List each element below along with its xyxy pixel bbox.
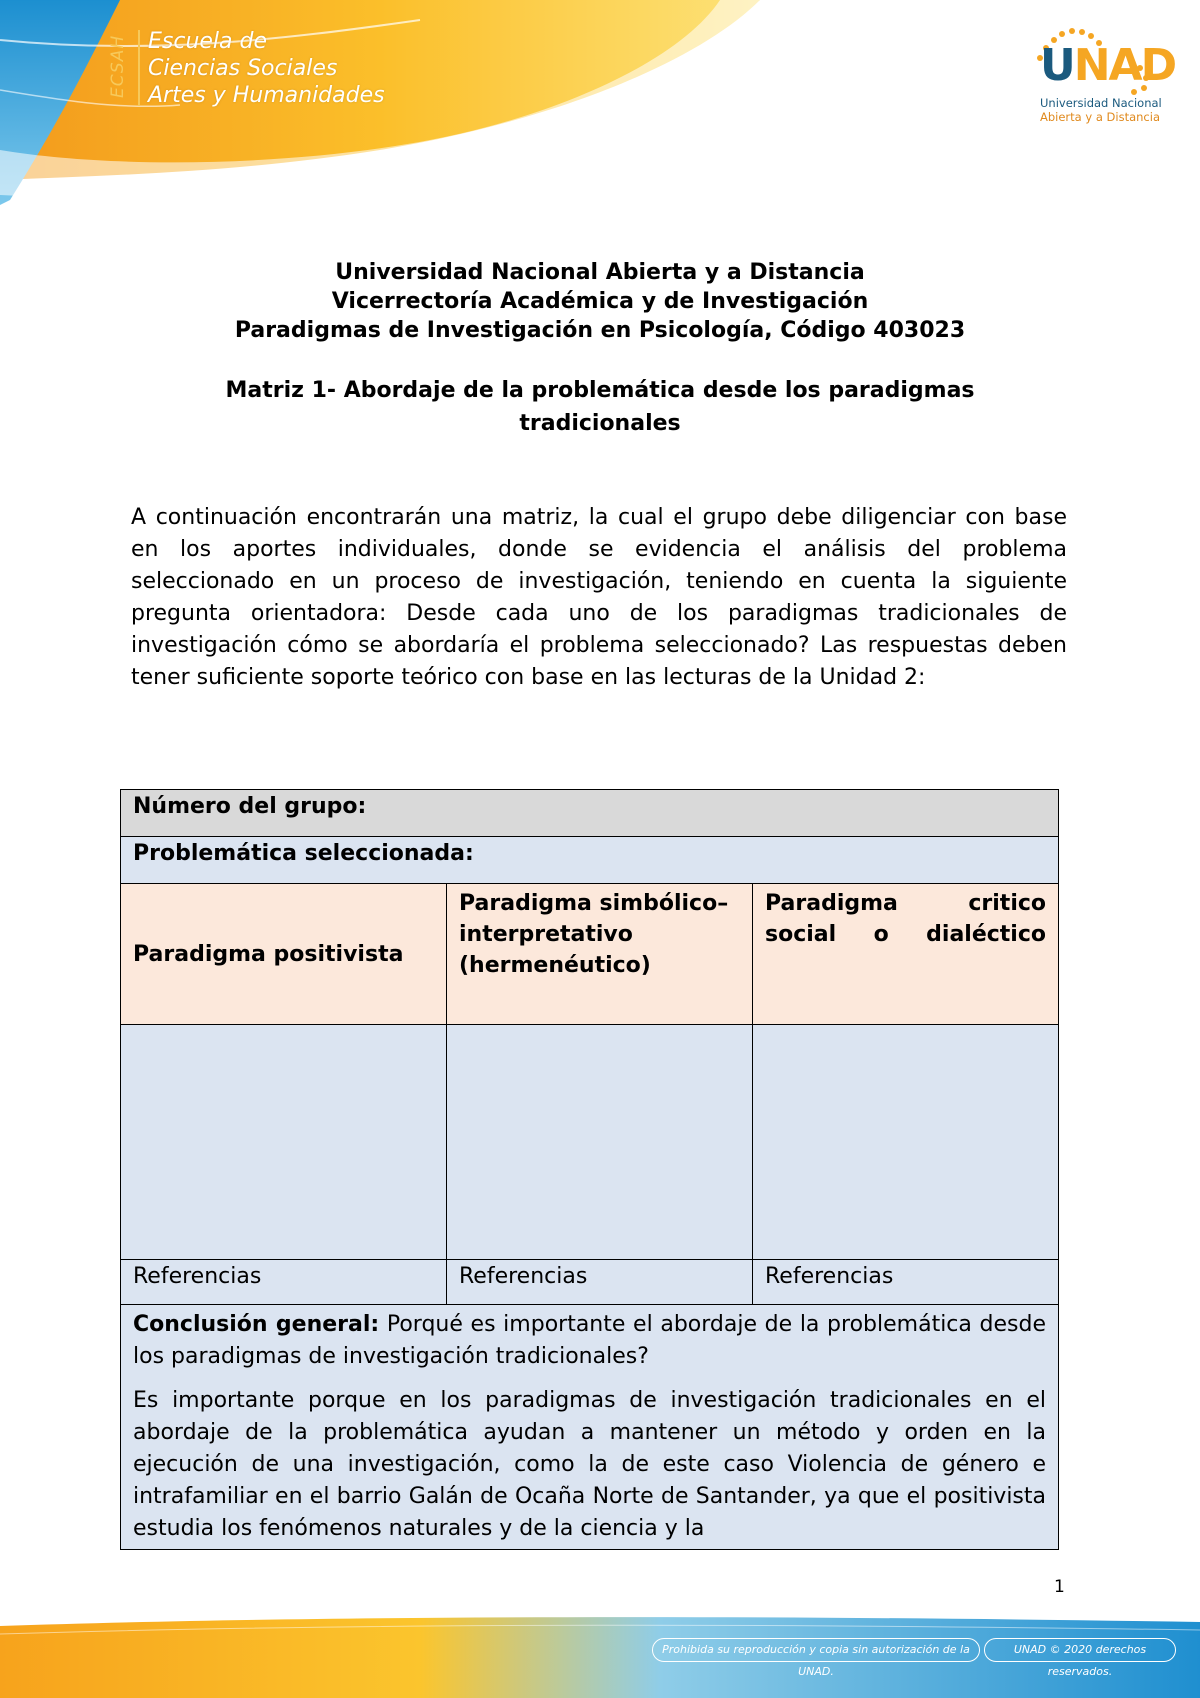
matrix-title: Matriz 1- Abordaje de la problemática desde los paradigmas tradicionales	[225, 378, 975, 436]
school-divider	[138, 30, 140, 106]
conclusion-label: Conclusión general:	[133, 1312, 380, 1337]
heading-university: Universidad Nacional Abierta y a Distancia	[335, 260, 865, 285]
problem-cell[interactable]: Problemática seleccionada:	[121, 837, 1059, 884]
footer-copyright: UNAD © 2020 derechos reservados.	[984, 1638, 1176, 1662]
heading-course: Paradigmas de Investigación en Psicología, Código 403023	[234, 318, 966, 343]
references-cell-3[interactable]: Referencias	[753, 1260, 1059, 1305]
conclusion-answer: Es importante porque en los paradigmas de investigación tradicionales en el abordaje de la problemática ayudan a mantener un método y orden en la ejecución de una investigación, como la de este caso Violencia de género e intrafamiliar en el barrio Galán de Ocaña Norte de Santander, ya que el positivista estudia los fenómenos naturales y de la ciencia y la	[133, 1388, 1047, 1541]
unad-logo	[1034, 26, 1176, 131]
hermeneutic-content-cell[interactable]	[447, 1025, 753, 1260]
logo-nad: NAD	[1073, 40, 1176, 91]
critical-content-cell[interactable]	[753, 1025, 1059, 1260]
group-number-cell[interactable]: Número del grupo:	[121, 790, 1059, 837]
footer-notice: Prohibida su reproducción y copia sin autorización de la UNAD.	[652, 1638, 980, 1662]
references-cell-2[interactable]: Referencias	[447, 1260, 753, 1305]
positivist-content-cell[interactable]	[121, 1025, 447, 1260]
header-positivist: Paradigma positivista	[121, 884, 447, 1025]
header-critical: Paradigma critico social o dialéctico	[753, 884, 1059, 1025]
school-line-1: Escuela de	[148, 29, 268, 54]
school-line-2: Ciencias Sociales	[148, 56, 338, 81]
page-number: 1	[1054, 1577, 1065, 1597]
intro-paragraph: A continuación encontrarán una matriz, la cual el grupo debe diligenciar con base en los aportes individuales, donde se evidencia el análisis del problema seleccionado en un proceso de investigación, teniendo en cuenta la siguiente pregunta orientadora: Desde cada uno de los paradigmas tradicionales de investigación cómo se abordaría el problema seleccionado? Las respuestas deben tener suficiente soporte teórico con base en las lecturas de la Unidad 2:	[131, 505, 1067, 690]
conclusion-question: Porqué es importante el abordaje de la problemática desde los paradigmas de investigación tradicionales?	[133, 1312, 1046, 1369]
matrix-table	[120, 789, 1059, 1550]
heading-vicerrectoria: Vicerrectoría Académica y de Investigación	[331, 289, 869, 314]
logo-line-2: Abierta y a Distancia	[1040, 110, 1160, 124]
school-line-3: Artes y Humanidades	[148, 83, 385, 108]
logo-line-1: Universidad Nacional	[1040, 96, 1162, 110]
references-cell-1[interactable]: Referencias	[121, 1260, 447, 1305]
document-heading	[0, 258, 1200, 345]
conclusion-cell[interactable]	[121, 1305, 1059, 1550]
header-hermeneutic: Paradigma simbólico–interpretativo (hermenéutico)	[447, 884, 753, 1025]
logo-u: U	[1040, 40, 1074, 91]
school-acronym: ECSAH	[108, 34, 128, 98]
